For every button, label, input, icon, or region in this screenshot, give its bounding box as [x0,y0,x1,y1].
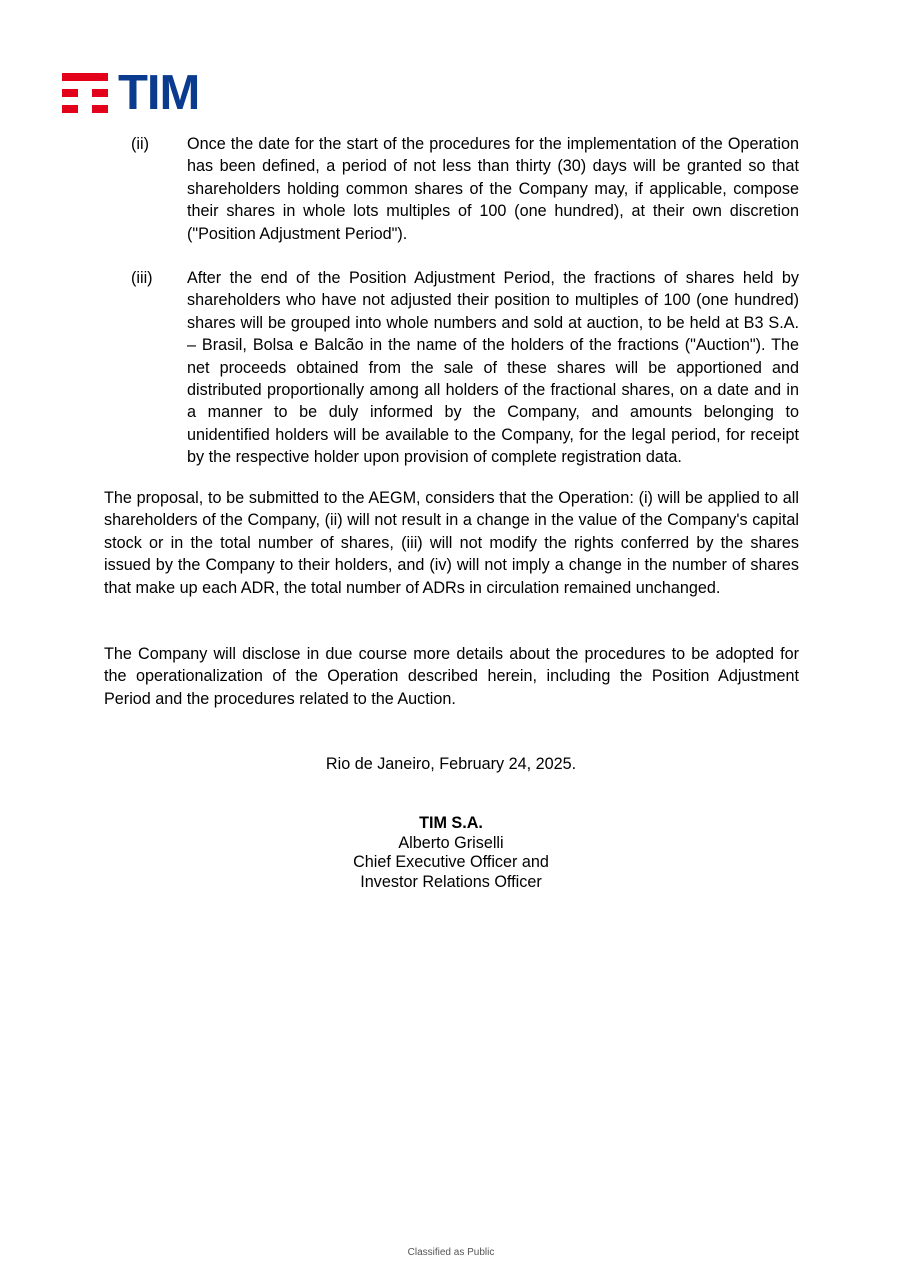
list-item-iii [131,267,799,469]
signature-company: TIM S.A. [419,814,483,832]
signature-title-line1: Chief Executive Officer and [353,853,549,871]
classification-label: Classified as Public [407,1247,495,1258]
signature-title-line2: Investor Relations Officer [360,872,542,891]
place-date: Rio de Janeiro, February 24, 2025. [325,755,577,773]
logo-wordmark: TIM [118,66,200,120]
list-item-text: After the end of the Position Adjustment Period, the fractions of shares held by shareholders who have not adjusted their position to multiples of 100 (one hundred) shares will be grouped into whole numbers and sold at auction, to be held at B3 S.A. – Brasil, Bolsa e Balcão in the name of the holders of the fractions ("Auction"). The net proceeds obtained from the sale of these shares will be apportioned and distributed proportionally among all holders of the fractional shares, on a date and in a manner to be duly informed by the Company, and amounts belonging to unidentified holders will be available to the Company, for the legal period, for receipt by the respective holder upon provision of complete registration data. [187,269,799,467]
list-marker: (ii) [131,135,149,153]
list-marker: (iii) [131,269,153,287]
paragraph-disclosure: The Company will disclose in due course more details about the procedures to be adopted for the operationalization of the Operation described herein, including the Position Adjustment Period and the procedures related to the Auction. [104,645,799,708]
paragraph-proposal: The proposal, to be submitted to the AEGM, considers that the Operation: (i) will be applied to all shareholders of the Company, (ii) will not result in a change in the value of the Company's capital stock or in the total number of shares, (iii) will not modify the rights conferred by the shares issued by the Company to their holders, and (iv) will not imply a change in the number of shares that make up each ADR, the total number of ADRs in circulation remained unchanged. [104,489,799,597]
signature-block [0,814,902,892]
signature-name: Alberto Griselli [398,833,504,852]
list-item-ii [131,133,799,245]
tim-logo-bars-icon [62,73,108,113]
tim-logo [62,66,200,120]
list-item-text: Once the date for the start of the procedures for the implementation of the Operation has been defined, a period of not less than thirty (30) days will be granted so that shareholders holding common shares of the Company may, if applicable, compose their shares in whole lots multiples of 100 (one hundred), at their own discretion ("Position Adjustment Period"). [187,135,799,243]
